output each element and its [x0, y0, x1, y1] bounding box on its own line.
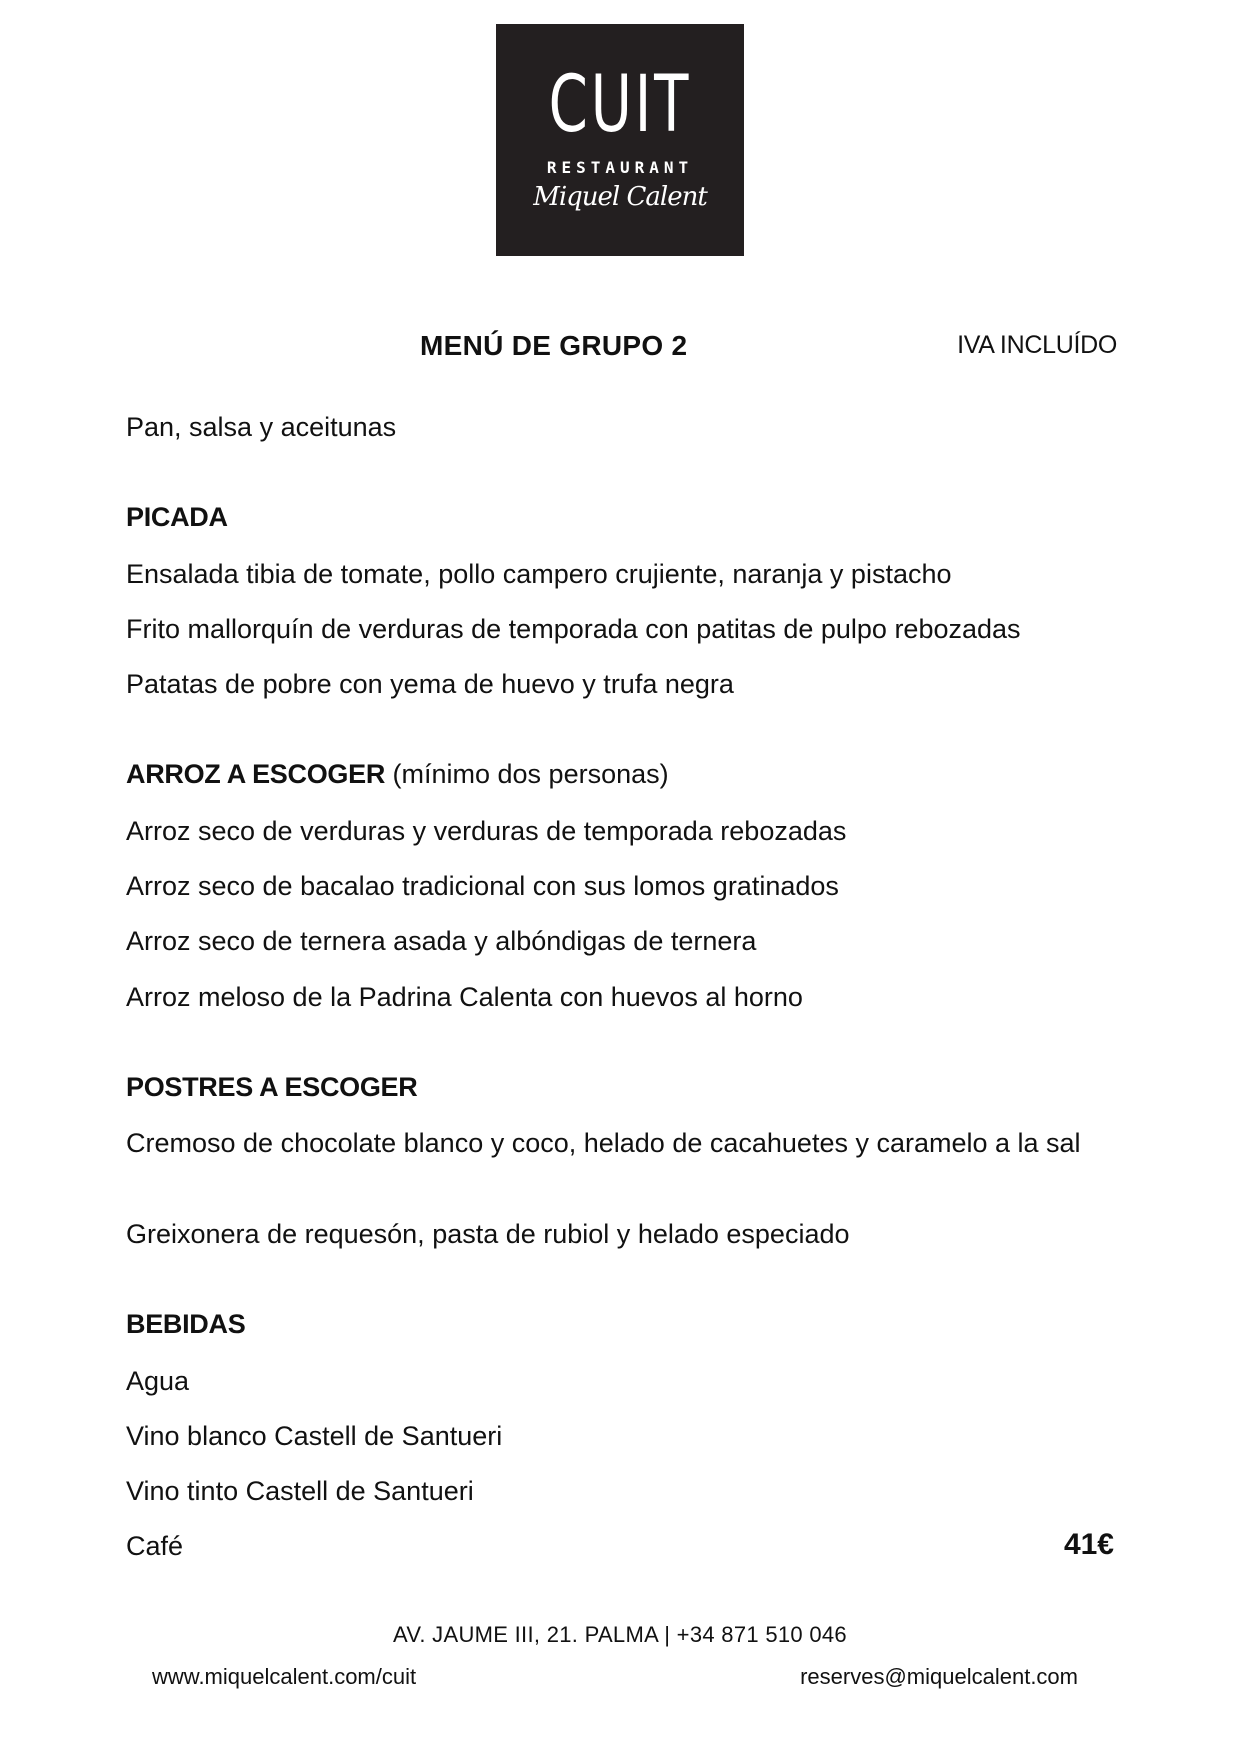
bebidas-item: Vino blanco Castell de Santueri: [126, 1421, 503, 1451]
picada-item: Frito mallorquín de verduras de temporada con patitas de pulpo rebozadas: [126, 614, 1021, 644]
arroz-heading: ARROZ A ESCOGER: [126, 759, 386, 789]
logo-signature: Miquel Calent: [533, 182, 707, 212]
vat-note: IVA INCLUÍDO: [957, 331, 1117, 359]
postres-item: Greixonera de requesón, pasta de rubiol y helado especiado: [126, 1219, 850, 1249]
footer-email-link[interactable]: reserves@miquelcalent.com: [800, 1664, 1078, 1689]
logo-subtitle: RESTAURANT: [546, 158, 694, 177]
bebidas-item: Café: [126, 1531, 184, 1561]
footer-website-link[interactable]: www.miquelcalent.com/cuit: [152, 1664, 417, 1689]
arroz-heading-line: [126, 757, 669, 791]
arroz-item: Arroz meloso de la Padrina Calenta con huevos al horno: [126, 982, 803, 1012]
menu-title: MENÚ DE GRUPO 2: [420, 330, 688, 361]
logo-name: CUIT: [548, 60, 692, 150]
arroz-item: Arroz seco de verduras y verduras de temporada rebozadas: [126, 816, 847, 846]
arroz-item: Arroz seco de bacalao tradicional con sus lomos gratinados: [126, 871, 839, 901]
menu-price: 41€: [1063, 1528, 1114, 1561]
picada-heading: PICADA: [126, 502, 228, 532]
bebidas-item: Vino tinto Castell de Santueri: [126, 1476, 474, 1506]
bebidas-item: Agua: [126, 1366, 190, 1396]
postres-heading: POSTRES A ESCOGER: [126, 1072, 418, 1102]
picada-item: Ensalada tibia de tomate, pollo campero crujiente, naranja y pistacho: [126, 559, 952, 589]
intro-line: Pan, salsa y aceitunas: [126, 412, 397, 442]
bebidas-heading: BEBIDAS: [126, 1309, 246, 1339]
arroz-item: Arroz seco de ternera asada y albóndigas de ternera: [126, 926, 757, 956]
restaurant-logo: [496, 24, 744, 256]
picada-item: Patatas de pobre con yema de huevo y trufa negra: [126, 669, 734, 699]
footer-address: AV. JAUME III, 21. PALMA | +34 871 510 046: [393, 1622, 847, 1647]
postres-item: Cremoso de chocolate blanco y coco, helado de cacahuetes y caramelo a la sal: [126, 1128, 1081, 1158]
arroz-note: (mínimo dos personas): [385, 759, 669, 789]
